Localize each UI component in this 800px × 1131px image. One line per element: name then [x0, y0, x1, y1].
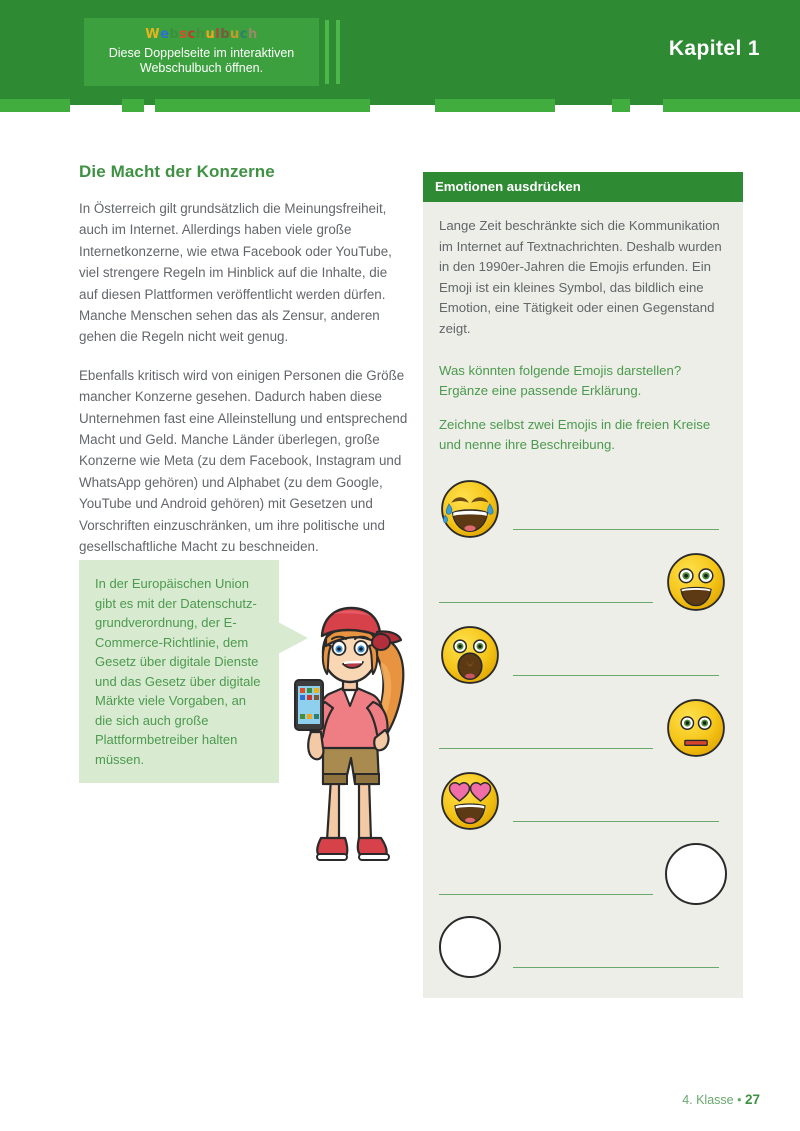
- logo-letter: u: [230, 27, 240, 42]
- emoji-answer-row: [439, 469, 727, 542]
- logo-letter: s: [179, 27, 188, 42]
- empty-drawing-circle[interactable]: [665, 843, 727, 905]
- exercise-instruction-2: Zeichne selbst zwei Emojis in die freien Kreise und nenne ihre Beschreibung.: [439, 417, 711, 452]
- face-with-open-mouth-emoji: [439, 624, 501, 686]
- logo-letter: W: [145, 27, 161, 42]
- answer-writing-line[interactable]: [513, 821, 719, 822]
- page-title: Die Macht der Konzerne: [79, 162, 275, 181]
- webschulbuch-banner[interactable]: [84, 18, 319, 86]
- body-paragraph-1: In Österreich gilt grundsätzlich die Meinungsfreiheit, auch im Internet. Allerdings haben viele große Internetkonzerne, wie etwa Facebook oder YouTube, viel strengere Regeln im Hinblick auf die Inhalte, die auf diesen Plattformen veröffentlicht werden dürfen. Manche Menschen sehen das als Zensur, anderen gehen die Regeln nicht weit genug.: [79, 201, 392, 345]
- footer-separator: •: [737, 1093, 742, 1107]
- logo-letter: h: [247, 27, 258, 42]
- logo-letter: b: [220, 27, 230, 42]
- exercise-intro-paragraph: Lange Zeit beschränkte sich die Kommunikation im Internet auf Textnachrichten. Deshalb wurden in den 1990er-Jahren die Emojis erfunden. Ein Emoji ist ein kleines Symbol, das bildlich eine Emotion, eine Tätigkeit oder einen Gegenstand zeigt.: [439, 218, 722, 336]
- smiling-face-heart-eyes-emoji: [439, 770, 501, 832]
- header-divider-2: [336, 20, 340, 84]
- header-tab: [663, 99, 800, 112]
- webschulbuch-subtitle-line2: Webschulbuch öffnen.: [139, 61, 264, 75]
- header-tab: [435, 99, 555, 112]
- answer-writing-line[interactable]: [439, 748, 653, 749]
- header-tab: [0, 99, 70, 112]
- logo-letter: u: [205, 27, 216, 42]
- exercise-box-body: [423, 202, 743, 998]
- body-paragraph-2: Ebenfalls kritisch wird von einigen Personen die Größe mancher Konzerne gesehen. Dadurch haben diese Unternehmen fast eine Alleinstellung und entsprechend Macht und Geld. Manche Länder überlegen, große Konzerne wie Meta (zu dem Facebook, Instagram und WhatsApp gehören) und Alphabet (zu dem Google, YouTube und Android gehören) mit Gesetzen und Vorschriften einzuschränken, um ihre politische und gesellschaftliche Macht zu beschneiden.: [79, 367, 408, 555]
- page-footer: [682, 1092, 760, 1107]
- emoji-answer-row: [439, 907, 727, 980]
- header-tab: [122, 99, 144, 112]
- emoji-answer-row: [439, 615, 727, 688]
- header-tab-strip: [0, 99, 800, 112]
- logo-letter: c: [187, 27, 196, 42]
- logo-letter: h: [195, 27, 206, 42]
- answer-writing-line[interactable]: [513, 967, 719, 968]
- logo-letter: b: [169, 27, 180, 42]
- left-column: [79, 162, 409, 575]
- neutral-face-emoji: [665, 697, 727, 759]
- grinning-face-big-eyes-emoji: [665, 551, 727, 613]
- empty-drawing-circle[interactable]: [439, 916, 501, 978]
- speech-bubble-container: [79, 560, 279, 783]
- exercise-box-title: Emotionen ausdrücken: [423, 172, 743, 202]
- webschulbuch-logo: [145, 28, 258, 41]
- emoji-answer-rows: [439, 469, 727, 980]
- page-header: [0, 0, 800, 105]
- emoji-answer-row: [439, 761, 727, 834]
- webschulbuch-subtitle-line1: Diese Doppelseite im interaktiven: [108, 46, 295, 60]
- emoji-answer-row: [439, 542, 727, 615]
- girl-with-smartphone-illustration: [281, 602, 417, 877]
- footer-klasse: 4. Klasse: [682, 1093, 734, 1107]
- answer-writing-line[interactable]: [439, 894, 653, 895]
- header-tab: [155, 99, 370, 112]
- exercise-instruction-1: Was könnten folgende Emojis darstellen? Ergänze eine passende Erklärung.: [439, 363, 682, 398]
- answer-writing-line[interactable]: [513, 675, 719, 676]
- emotions-exercise-box: [423, 172, 743, 998]
- answer-writing-line[interactable]: [513, 529, 719, 530]
- logo-letter: c: [239, 27, 248, 42]
- header-divider-1: [325, 20, 329, 84]
- chapter-label: Kapitel 1: [668, 37, 760, 60]
- emoji-answer-row: [439, 688, 727, 761]
- speech-bubble: [79, 560, 279, 783]
- answer-writing-line[interactable]: [439, 602, 653, 603]
- header-tab: [612, 99, 630, 112]
- logo-letter: l: [215, 27, 221, 42]
- speech-bubble-text: In der Europäischen Union gibt es mit der Datenschutz-grundverordnung, der E-Commerce-Richtlinie, dem Gesetz über digitale Dienste und das Gesetz über digitale Märkte viele Vorgaben, an die sich auch große Plattformbetreiber halten müssen.: [95, 576, 261, 767]
- face-with-tears-of-joy-emoji: [439, 478, 501, 540]
- emoji-answer-row: [439, 834, 727, 907]
- logo-letter: e: [160, 27, 170, 42]
- footer-page-number: 27: [744, 1092, 760, 1107]
